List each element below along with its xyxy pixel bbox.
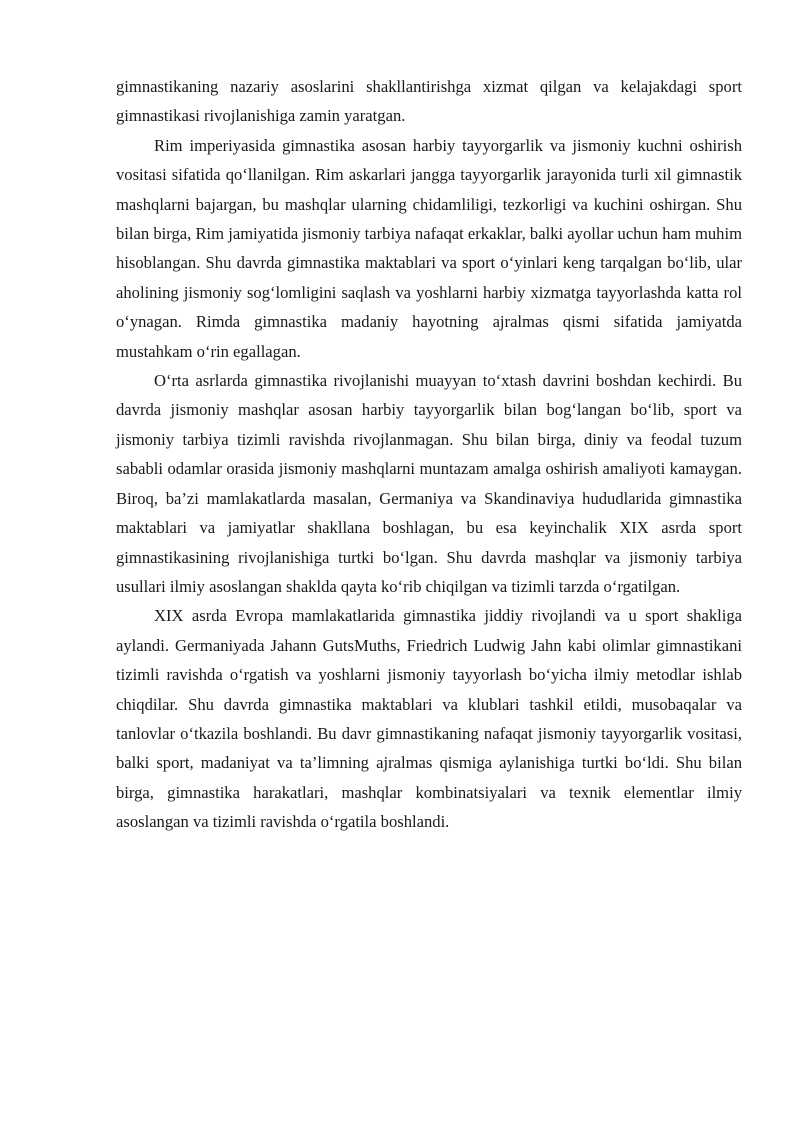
paragraph-continuation: gimnastikaning nazariy asoslarini shakllantirishga xizmat qilgan va kelajakdagi sport gimnastikasi rivojlanishiga zamin yaratgan. [116, 77, 742, 126]
paragraph-middle-ages: O‘rta asrlarda gimnastika rivojlanishi muayyan to‘xtash davrini boshdan kechirdi. Bu davrda jismoniy mashqlar asosan harbiy tayyorgarlik bilan bog‘langan bo‘lib, sport va jismoniy tarbiya tizimli ravishda rivojlanmagan. Shu bilan birga, diniy va feodal tuzum sababli odamlar orasida jismoniy mashqlarni muntazam amalga oshirish amaliyoti kamaygan. Biroq, ba’zi mamlakatlarda masalan, Germaniya va Skandinaviya hududlarida gimnastika maktablari va jamiyatlar shakllana boshlagan, bu esa keyinchalik XIX asrda sport gimnastikasining rivojlanishiga turtki bo‘lgan. Shu davrda mashqlar va jismoniy tarbiya usullari ilmiy asoslangan shaklda qayta ko‘rib chiqilgan va tizimli tarzda o‘rgatilgan. [116, 371, 742, 596]
paragraph-rome: Rim imperiyasida gimnastika asosan harbiy tayyorgarlik va jismoniy kuchni oshirish vositasi sifatida qo‘llanilgan. Rim askarlari jangga tayyorgarlik jarayonida turli xil gimnastik mashqlarni bajargan, bu mashqlar ularning chidamliligi, tezkorligi va kuchini oshirgan. Shu bilan birga, Rim jamiyatida jismoniy tarbiya nafaqat erkaklar, balki ayollar uchun ham muhim hisoblangan. Shu davrda gimnastika maktablari va sport o‘yinlari keng tarqalgan bo‘lib, ular aholining jismoniy sog‘lomligini saqlash va yoshlarni harbiy xizmatga tayyorlashda katta rol o‘ynagan. Rimda gimnastika madaniy hayotning ajralmas qismi sifatida jamiyatda mustahkam o‘rin egallagan. [116, 135, 742, 361]
document-body [116, 72, 742, 837]
paragraph-nineteenth-century: XIX asrda Evropa mamlakatlarida gimnastika jiddiy rivojlandi va u sport shakliga aylandi. Germaniyada Jahann GutsMuths, Friedrich Ludwig Jahn kabi olimlar gimnastikani tizimli ravishda o‘rgatish va yoshlarni jismoniy tayyorlash bo‘yicha ilmiy metodlar ishlab chiqdilar. Shu davrda gimnastika maktablari va klublari tashkil etildi, musobaqalar va tanlovlar o‘tkazila boshlandi. Bu davr gimnastikaning nafaqat jismoniy tayyorgarlik vositasi, balki sport, madaniyat va ta’limning ajralmas qismiga aylanishiga turtki bo‘ldi. Shu bilan birga, gimnastika harakatlari, mashqlar kombinatsiyalari va texnik elementlar ilmiy asoslangan va tizimli ravishda o‘rgatila boshlandi. [116, 606, 742, 832]
